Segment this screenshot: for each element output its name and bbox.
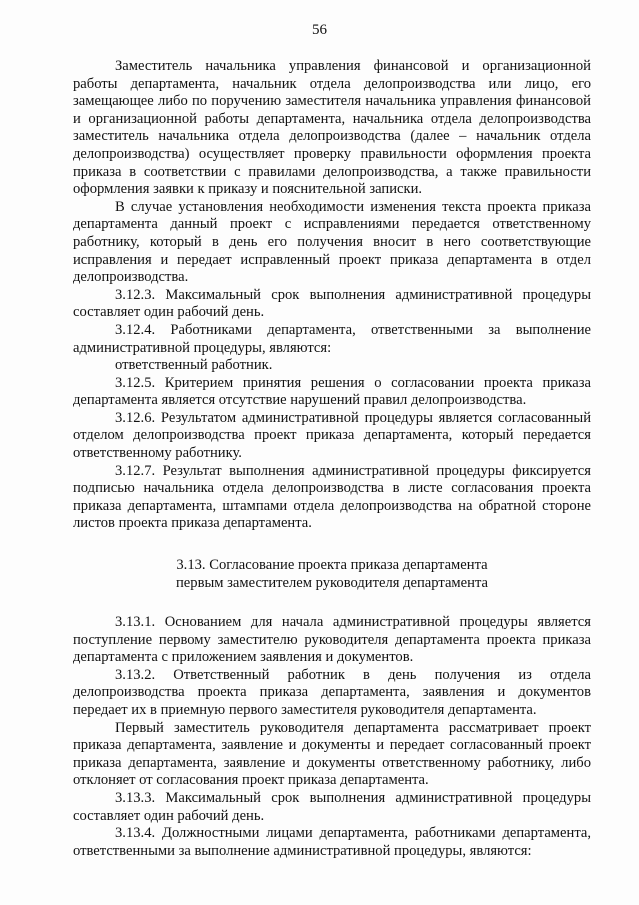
paragraph: 3.12.3. Максимальный срок выполнения административной процедуры составляет один рабочий день. [73,286,591,321]
paragraph: Первый заместитель руководителя департамента рассматривает проект приказа департамента, заявление и документы и передает согласованный проект приказа департамента, заявление и документы ответственному работнику, либо отклоняет от согласования проект приказа департамента. [73,719,591,789]
paragraph: В случае установления необходимости изменения текста проекта приказа департамента данный проект с исправлениями передается ответственному работнику, который в день его получения вносит в него соответствующие исправления и передает исправленный проект приказа департамента в отдел делопроизводства. [73,198,591,286]
paragraph: 3.12.5. Критерием принятия решения о согласовании проекта приказа департамента является отсутствие нарушений правил делопроизводства. [73,374,591,409]
section-heading-line: 3.13. Согласование проекта приказа департамента [176,557,488,574]
section-heading [73,556,591,592]
paragraph: 3.13.2. Ответственный работник в день получения из отдела делопроизводства проекта приказа департамента, заявления и документов передает их в приемную первого заместителя руководителя департамента. [73,666,591,718]
paragraph: 3.13.1. Основанием для начала административной процедуры является поступление первому заместителю руководителя департамента проекта приказа департамента с приложением заявления и документов. [73,614,591,666]
paragraph: 3.13.4. Должностными лицами департамента, работниками департамента, ответственными за выполнение административной процедуры, являются: [73,825,591,859]
paragraph: 3.12.4. Работниками департамента, ответственными за выполнение административной процедуры, являются: [73,321,591,356]
paragraph: 3.12.7. Результат выполнения административной процедуры фиксируется подписью начальника отдела делопроизводства в листе согласования проекта приказа департамента, штампами отдела делопроизводства на обратной стороне листов проекта приказа департамента. [73,462,591,532]
paragraph: ответственный работник. [115,357,273,374]
document-body [73,58,591,860]
paragraph: 3.13.3. Максимальный срок выполнения административной процедуры составляет один рабочий день. [73,789,591,824]
page-number: 56 [312,22,327,38]
paragraph: Заместитель начальника управления финансовой и организационной работы департамента, начальник отдела делопроизводства или лицо, его замещающее либо по поручению заместителя начальника управления финансовой и организационной работы департамента, начальника отдела делопроизводства заместитель начальника отдела делопроизводства (далее – начальник отдела делопроизводства) осуществляет проверку правильности оформления проекта приказа в соответствии с правилами делопроизводства, а также правильности оформления заявки к приказу и пояснительной записки. [73,58,591,198]
section-heading-line: первым заместителем руководителя департамента [176,575,488,592]
paragraph: 3.12.6. Результатом административной процедуры является согласованный отделом делопроизводства проект приказа департамента, который передается ответственному работнику. [73,409,591,462]
